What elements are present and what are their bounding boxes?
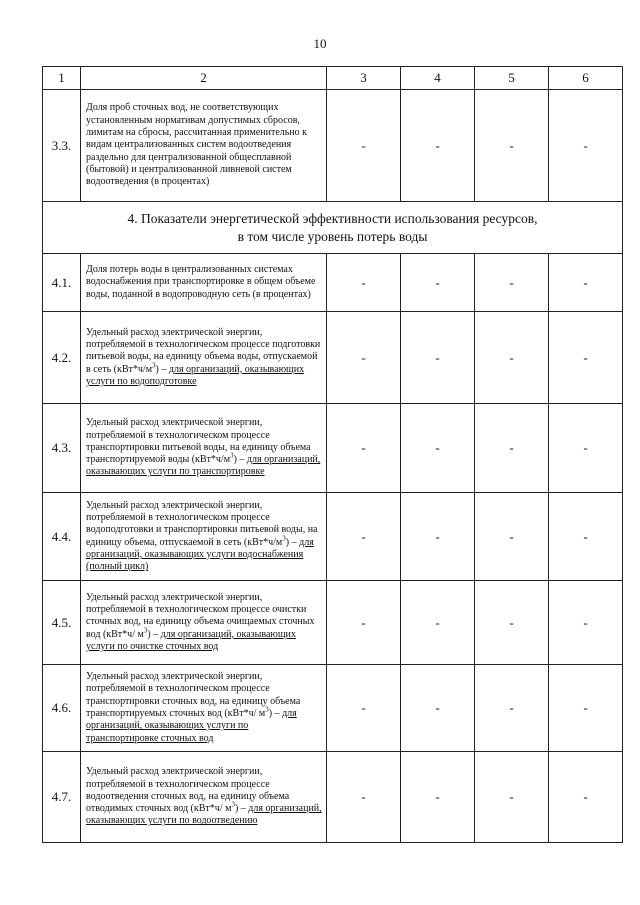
row-unit-exponent: 3	[282, 534, 286, 543]
section-title-line-1: 4. Показатели энергетической эффективности использования ресурсов,	[127, 210, 538, 226]
column-header: 4	[401, 67, 475, 90]
row-value: -	[475, 581, 549, 665]
row-unit-exponent: 3	[230, 451, 234, 460]
row-unit-exponent: 3	[265, 705, 269, 714]
row-value: -	[327, 90, 401, 202]
row-description-text: Удельный расход электрической энергии, потребляемой в технологическом процессе транспортировки питьевой воды, на единицу объема транспортируемой воды (кВт*ч/м	[86, 417, 311, 466]
table-row	[43, 581, 623, 665]
column-header: 2	[81, 67, 327, 90]
row-description-scope: для организаций, оказывающих услуги по водоотведению	[86, 803, 322, 827]
row-number: 4.7.	[43, 752, 81, 843]
row-unit-exponent: 3	[152, 361, 156, 370]
row-value: -	[327, 312, 401, 404]
row-value: -	[401, 90, 475, 202]
row-description	[81, 581, 327, 665]
indicators-table	[42, 66, 623, 843]
row-description	[81, 752, 327, 843]
row-value: -	[401, 254, 475, 312]
row-unit-exponent: 3	[231, 800, 235, 809]
row-description	[81, 493, 327, 581]
row-description: Доля проб сточных вод, не соответствующих установленным нормативам допустимых сбросов, лимитам на сбросы, рассчитанная применительно к видам централизованных систем водоотведения раздельно для централизованной общесплавной (бытовой) и централизованной ливневой систем водоотведения (в процентах)	[81, 90, 327, 202]
row-description	[81, 312, 327, 404]
row-value: -	[327, 665, 401, 752]
row-value: -	[475, 665, 549, 752]
row-description-scope: для организаций, оказывающих услуги водоснабжения (полный цикл)	[86, 536, 314, 573]
row-value: -	[401, 665, 475, 752]
row-value: -	[327, 404, 401, 493]
row-value: -	[475, 90, 549, 202]
column-header: 1	[43, 67, 81, 90]
row-value: -	[401, 752, 475, 843]
row-description-text: Удельный расход электрической энергии, потребляемой в технологическом процессе водоотведения сточных вод, на единицу объема отводимых сточных вод (кВт*ч/ м	[86, 766, 290, 815]
row-description-dash: ) –	[268, 708, 283, 719]
row-number: 4.4.	[43, 493, 81, 581]
row-number: 3.3.	[43, 90, 81, 202]
row-value: -	[327, 581, 401, 665]
table-row	[43, 254, 623, 312]
row-value: -	[401, 581, 475, 665]
row-description-scope: для организаций, оказывающих услуги по очистке сточных вод	[86, 628, 296, 652]
row-value: -	[549, 493, 623, 581]
row-value: -	[327, 493, 401, 581]
row-number: 4.3.	[43, 404, 81, 493]
row-value: -	[549, 90, 623, 202]
row-value: -	[401, 312, 475, 404]
table-row	[43, 90, 623, 202]
row-value: -	[549, 665, 623, 752]
row-description-text: Удельный расход электрической энергии, потребляемой в технологическом процессе очистки сточных вод, на единицу объема очищаемых сточных вод (кВт*ч/ м	[86, 591, 315, 640]
page-number: 10	[313, 36, 327, 51]
row-value: -	[549, 752, 623, 843]
row-value: -	[401, 493, 475, 581]
row-value: -	[327, 254, 401, 312]
row-value: -	[549, 254, 623, 312]
row-value: -	[549, 581, 623, 665]
row-description-scope: для организаций, оказывающих услуги по водоподготовке	[86, 363, 305, 387]
row-description-dash: ) –	[285, 536, 300, 548]
row-description-dash: ) –	[234, 803, 249, 815]
row-description: Доля потерь воды в централизованных системах водоснабжения при транспортировке в общем объеме воды, поданной в водопроводную сеть (в процентах)	[81, 254, 327, 312]
row-description-text: Удельный расход электрической энергии, потребляемой в технологическом процессе водоподготовки и транспортировки питьевой воды, на единицу объема, отпускаемой в сеть (кВт*ч/м	[86, 499, 318, 548]
row-value: -	[401, 404, 475, 493]
row-description	[81, 404, 327, 493]
table-row	[43, 404, 623, 493]
section-title	[43, 202, 623, 254]
row-number: 4.6.	[43, 665, 81, 752]
row-number: 4.5.	[43, 581, 81, 665]
section-title-line-2: в том числе уровень потерь воды	[237, 228, 428, 244]
column-header: 5	[475, 67, 549, 90]
row-value: -	[475, 312, 549, 404]
table-row	[43, 493, 623, 581]
table-header-row	[43, 67, 623, 90]
row-description-dash: ) –	[233, 454, 247, 466]
section-header-row	[43, 202, 623, 254]
table-row	[43, 752, 623, 843]
column-header: 3	[327, 67, 401, 90]
table-row	[43, 665, 623, 752]
row-description-text: Удельный расход электрической энергии, потребляемой в технологическом процессе подготовки питьевой воды, на единицу объема воды, отпускаемой в сеть (кВт*ч/м	[86, 326, 321, 375]
row-description-dash: ) –	[155, 363, 169, 375]
row-description-scope: для организаций, оказывающих услуги по транспортировке	[86, 454, 321, 478]
row-value: -	[475, 254, 549, 312]
row-description-dash: ) –	[147, 628, 161, 640]
row-value: -	[475, 752, 549, 843]
column-header: 6	[549, 67, 623, 90]
table-row	[43, 312, 623, 404]
row-description-scope: для организаций, оказывающих услуги по транспортировке сточных вод	[86, 708, 297, 744]
row-value: -	[475, 493, 549, 581]
row-number: 4.1.	[43, 254, 81, 312]
row-value: -	[475, 404, 549, 493]
row-value: -	[549, 404, 623, 493]
row-value: -	[549, 312, 623, 404]
row-unit-exponent: 3	[143, 626, 148, 635]
row-number: 4.2.	[43, 312, 81, 404]
row-description	[81, 665, 327, 752]
row-description-text: Удельный расход электрической энергии, потребляемой в технологическом процессе транспортировки сточных вод, на единицу объема транспортируемых сточных вод (кВт*ч/ м	[86, 671, 301, 719]
row-value: -	[327, 752, 401, 843]
